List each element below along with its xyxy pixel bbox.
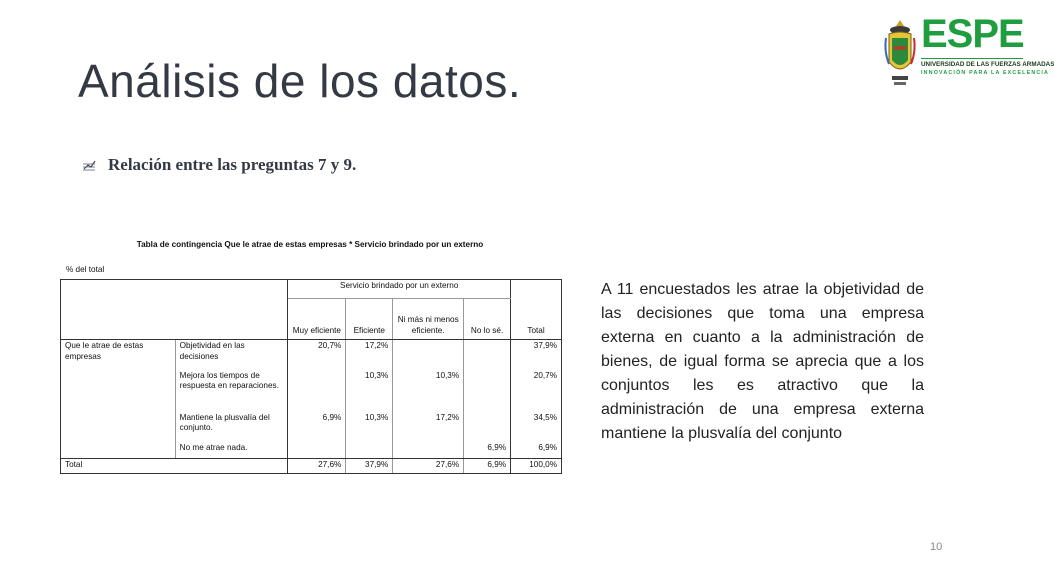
table-title: Tabla de contingencia Que le atrae de estas empresas * Servicio brindado por un externo [136, 240, 484, 249]
table-unit: % del total [66, 265, 105, 274]
table-cell [393, 340, 464, 370]
contingency-table [60, 279, 562, 474]
table-cell [288, 442, 346, 459]
table-cell: 6,9% [288, 412, 346, 442]
table-cell [464, 412, 511, 442]
total-cell: 6,9% [464, 459, 511, 474]
column-header: Ni más ni menos eficiente. [393, 299, 464, 340]
column-header: Eficiente [346, 299, 393, 340]
bullet-text: Relación entre las preguntas 7 y 9. [108, 155, 357, 174]
column-header: No lo sé. [464, 299, 511, 340]
group-header: Servicio brindado por un externo [288, 280, 511, 299]
table-cell: 20,7% [288, 340, 346, 370]
bullet-item [82, 155, 356, 175]
row-label: Objetividad en las decisiones [175, 340, 288, 370]
analysis-paragraph: A 11 encuestados les atrae la objetividad de las decisiones que toma una empresa externa en cuanto a la administración de bienes, de igual forma se aprecia que a los conjuntos les es atractivo que la administración de una empresa externa mantiene la plusvalía del conjunto [601, 281, 924, 442]
table-cell: 37,9% [511, 340, 562, 370]
chart-icon [82, 158, 96, 172]
table-cell [393, 442, 464, 459]
crest-icon [883, 18, 917, 90]
total-cell: 37,9% [346, 459, 393, 474]
brand-name: ESPE [921, 12, 1024, 56]
total-cell: 100,0% [511, 459, 562, 474]
column-header: Muy eficiente [288, 299, 346, 340]
table-cell: 20,7% [511, 370, 562, 412]
total-cell: 27,6% [393, 459, 464, 474]
row-label: Mantiene la plusvalía del conjunto. [175, 412, 288, 442]
table-cell: 34,5% [511, 412, 562, 442]
table-cell [464, 370, 511, 412]
table-cell: 10,3% [346, 370, 393, 412]
table-cell: 6,9% [511, 442, 562, 459]
table-cell: 6,9% [464, 442, 511, 459]
table-cell [288, 370, 346, 412]
total-label: Total [61, 459, 288, 474]
brand-line-1: UNIVERSIDAD DE LAS FUERZAS ARMADAS [921, 58, 1023, 68]
slide-title: Análisis de los datos. [78, 55, 522, 107]
table-cell [464, 340, 511, 370]
espe-logo [883, 12, 1054, 94]
table-corner [61, 280, 288, 340]
total-cell: 27,6% [288, 459, 346, 474]
table-cell: 17,2% [393, 412, 464, 442]
brand-line-2: INNOVACIÓN PARA LA EXCELENCIA [921, 70, 1050, 76]
table-cell: 10,3% [346, 412, 393, 442]
table-cell: 10,3% [393, 370, 464, 412]
row-label: No me atrae nada. [175, 442, 288, 459]
row-group-label: Que le atrae de estas empresas [61, 340, 176, 459]
page-number: 10 [930, 541, 943, 553]
row-label: Mejora los tiempos de respuesta en reparaciones. [175, 370, 288, 412]
table-cell: 17,2% [346, 340, 393, 370]
table-cell [346, 442, 393, 459]
column-header-total: Total [511, 280, 562, 340]
